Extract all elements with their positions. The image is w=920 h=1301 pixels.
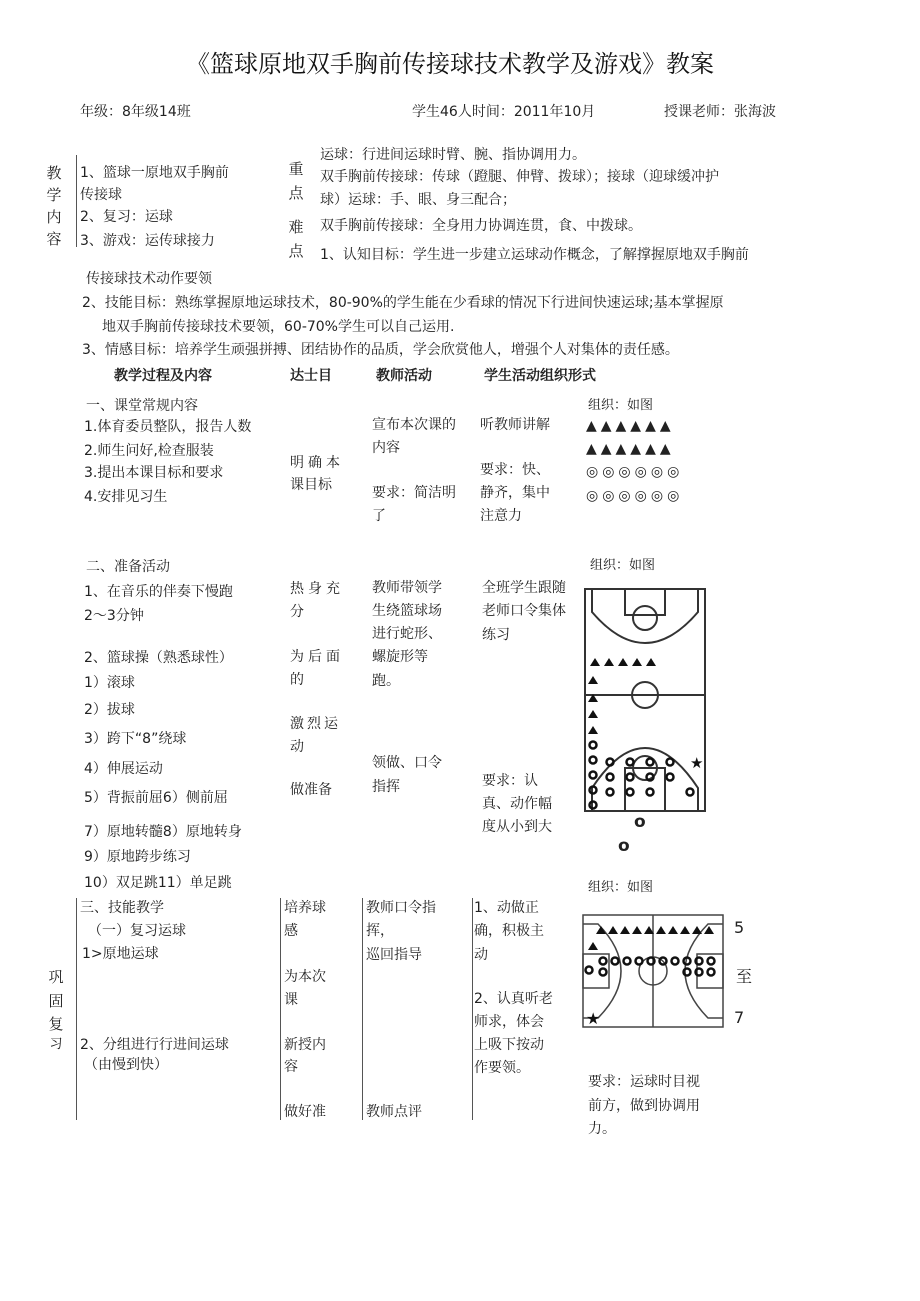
header-student: 学生活动组织形式 [484,368,596,384]
key-label-char: 点 [288,184,304,202]
player-triangle [620,926,630,934]
player-triangle [588,942,598,950]
sec2-teacher: 跑。 [372,673,400,689]
player-triangle [692,926,702,934]
sec2-goal: 分 [290,604,304,620]
sec2-goal: 激烈运 [290,716,341,732]
player-circle [647,774,654,781]
court-label: 至 [736,967,753,986]
sec3-requirement: 力。 [588,1121,616,1137]
sec2-item: 2、篮球操（熟悉球性） [84,650,233,666]
teacher-info: 授课老师：张海波 [664,104,776,120]
sec2-org: 组织：如图 [590,558,656,573]
sec2-goal: 动 [290,739,304,755]
sec3-goal: 新授内 [284,1037,326,1053]
player-circle [627,789,634,796]
player-circle [647,759,654,766]
sec3-student: 确，积极主 [474,923,544,939]
court-diagram-1 [584,588,708,814]
player-triangle [588,726,598,734]
sec3-student: 师求，体会 [474,1014,544,1030]
sec2-item: 9）原地跨步练习 [84,849,191,865]
sec2-item: 4）伸展运动 [84,761,163,777]
sec3-student: 作要领。 [474,1060,530,1076]
formation-triangles: ▲▲▲▲▲▲ [586,418,675,434]
player-circle [696,958,703,965]
students-time-info: 学生46人时间：2011年10月 [412,104,596,120]
player-circle [612,958,619,965]
teacher-star-icon: ★ [690,754,704,772]
sec2-item: 10）双足跳11）单足跳 [84,875,232,891]
player-triangle [646,658,656,666]
goal-line: 传接球技术动作要领 [86,271,212,287]
formation-circles: ◎◎◎◎◎◎ [586,488,684,504]
sec2-teacher: 螺旋形等 [372,649,428,665]
sec3-org: 组织：如图 [588,880,654,895]
formation-triangles: ▲▲▲▲▲▲ [586,441,675,457]
sec1-student: 注意力 [480,508,522,524]
player-circle [590,742,597,749]
sec3-student: 动 [474,947,488,963]
sec2-teacher: 领做、口令 [372,755,442,771]
player-triangle [590,658,600,666]
formation-circles: ◎◎◎◎◎◎ [586,464,684,480]
sec2-heading: 二、准备活动 [86,559,170,575]
player-circle [696,969,703,976]
player-circle [590,757,597,764]
sec3-divider [472,898,473,1120]
sec1-teacher: 宣布本次课的 [372,417,456,433]
sec2-goal: 做准备 [290,782,332,798]
sec1-teacher: 了 [372,508,386,524]
court-label: 5 [734,918,745,937]
court-marker: o [634,812,646,832]
sec3-goal: 课 [284,992,298,1008]
sec2-student: 度从小到大 [482,819,552,835]
sec1-student: 听教师讲解 [480,417,550,433]
player-circle [667,759,674,766]
player-circle [600,969,607,976]
court-label: 7 [734,1008,745,1027]
sec3-goal: 容 [284,1059,298,1075]
sec2-item: 5）背振前屈6）侧前屈 [84,790,228,806]
sec3-side-char: 巩 [48,968,64,986]
key-point-line: 运球：行进间运球时臂、腕、指协调用力。 [320,147,586,163]
sec2-goal: 的 [290,672,304,688]
sec2-goal: 为后面 [290,649,344,665]
content-label-char: 内 [46,208,62,226]
sec2-teacher: 进行蛇形、 [372,626,442,642]
header-teacher: 教师活动 [376,368,432,384]
player-circle [648,958,655,965]
sec3-goal: 培养球 [284,900,326,916]
player-circle [667,774,674,781]
sec2-item: 3）跨下“8”绕球 [84,731,187,747]
player-triangle [632,926,642,934]
player-circle [607,774,614,781]
sec2-student: 练习 [482,627,510,643]
sec3-item: 2、分组进行行进间运球 [80,1037,229,1053]
content-divider [76,155,77,247]
player-circle [607,759,614,766]
player-triangle [680,926,690,934]
sec3-item: （一）复习运球 [88,923,186,939]
key-label-char: 重 [288,160,304,178]
header-process: 教学过程及内容 [114,368,212,384]
content-item: 1、篮球一原地双手胸前 [80,165,229,181]
top-key [625,589,665,615]
content-label-char: 容 [46,230,62,248]
player-triangle [596,926,606,934]
sec2-teacher: 教师带领学 [372,580,442,596]
diff-label-char: 难 [288,218,304,236]
player-circle [600,958,607,965]
sec1-goal: 明确本 [290,455,344,471]
sec3-teacher: 教师点评 [366,1104,422,1120]
sec2-item: 1、在音乐的伴奏下慢跑 [84,584,233,600]
player-circle [708,969,715,976]
sec3-divider [362,898,363,1120]
sec2-student: 要求：认 [482,773,538,789]
sec3-teacher: 教师口令指 [366,900,436,916]
left-three-point-arc [583,924,621,1018]
top-ft-circle [633,606,657,630]
player-circle [647,789,654,796]
sec2-student: 老师口令集体 [482,603,566,619]
sec2-item: 1）滚球 [84,675,135,691]
sec3-teacher: 巡回指导 [366,947,422,963]
player-circle [672,958,679,965]
sec2-item: 7）原地转髓8）原地转身 [84,824,242,840]
sec3-item: 1>原地运球 [82,946,159,962]
sec2-item: 2）拔球 [84,702,135,718]
court-diagram-2 [582,914,726,1030]
sec1-org: 组织：如图 [588,398,654,413]
sec3-teacher: 挥， [366,923,394,939]
sec3-requirement: 要求：运球时目视 [588,1074,700,1090]
player-circle [627,774,634,781]
teacher-star-icon: ★ [586,1009,601,1028]
player-triangle [608,926,618,934]
key-point-line: 双手胸前传接球：传球（蹬腿、伸臂、拨球）；接球（迎球缓冲护 [320,169,719,185]
grade-info: 年级：8年级14班 [80,104,191,120]
content-item: 传接球 [80,187,122,203]
sec2-goal: 热身充 [290,581,344,597]
sec3-side-char: 复 [48,1015,64,1033]
key-point-line: 球）运球：手、眼、身三配合； [320,192,516,208]
player-circle [636,958,643,965]
player-triangle [656,926,666,934]
sec1-student: 要求：快、 [480,462,550,478]
sec1-item: 1.体育委员整队，报告人数 [84,419,252,435]
player-circle [687,789,694,796]
sec2-student: 全班学生跟随 [482,580,566,596]
sec3-requirement: 前方，做到协调用 [588,1098,700,1114]
player-circle [684,958,691,965]
goal-line: 3、情感目标：培养学生顽强拼搏、团结协作的品质，学会欣赏他人，增强个人对集体的责任感。 [82,342,679,358]
player-triangle [632,658,642,666]
content-label-char: 学 [46,186,62,204]
sec3-student: 上吸下按动 [474,1037,544,1053]
player-triangle [604,658,614,666]
difficulty-line: 双手胸前传接球：全身用力协调连贯，食、中拨球。 [320,218,642,234]
player-triangle [668,926,678,934]
player-circle [586,967,593,974]
sec2-item: 2～3分钟 [84,608,144,624]
content-item: 2、复习：运球 [80,209,173,225]
sec1-student: 静齐，集中 [480,485,550,501]
sec3-side-char: 习 [49,1037,63,1052]
player-circle [684,969,691,976]
player-circle [624,958,631,965]
sec1-heading: 一、课堂常规内容 [86,398,198,414]
goal-line: 1、认知目标：学生进一步建立运球动作概念，了解撑握原地双手胸前 [320,247,749,263]
player-triangle [618,658,628,666]
sec3-student: 2、认真听老 [474,991,553,1007]
sec1-item: 2.师生问好,检查服装 [84,443,214,459]
sec1-teacher: 内容 [372,440,400,456]
player-circle [590,772,597,779]
sec1-item: 4.安排见习生 [84,489,168,505]
goal-line: 地双手胸前传接球技术要领，60-70%学生可以自己运用. [102,319,455,335]
sec2-teacher: 生绕篮球场 [372,603,442,619]
sec3-goal: 为本次 [284,969,326,985]
sec1-goal: 课目标 [290,477,332,493]
page-title: 《篮球原地双手胸前传接球技术教学及游戏》教案 [186,50,714,78]
sec2-student: 真、动作幅 [482,796,552,812]
diff-label-char: 点 [288,242,304,260]
player-circle [627,759,634,766]
content-label-char: 教 [46,164,62,182]
player-circle [708,958,715,965]
sec3-goal: 感 [284,923,298,939]
sec3-side-char: 固 [48,992,64,1010]
player-triangle [588,710,598,718]
content-item: 3、游戏：运传球接力 [80,233,215,249]
sec3-divider [280,898,281,1120]
court-marker: o [618,836,630,856]
sec1-item: 3.提出本课目标和要求 [84,465,224,481]
sec3-student: 1、动做正 [474,900,539,916]
sec3-item: （由慢到快） [84,1057,168,1073]
sec3-goal: 做好准 [284,1104,326,1120]
sec2-teacher: 指挥 [372,779,400,795]
sec3-divider [76,898,77,1120]
goal-line: 2、技能目标：熟练掌握原地运球技术，80-90%的学生能在少看球的情况下行进间快速运球;基本掌握原 [82,295,724,311]
player-circle [607,789,614,796]
player-triangle [588,676,598,684]
header-goal: 达士目 [290,368,332,384]
sec1-teacher: 要求：简洁明 [372,485,456,501]
sec3-item: 三、技能教学 [80,900,164,916]
